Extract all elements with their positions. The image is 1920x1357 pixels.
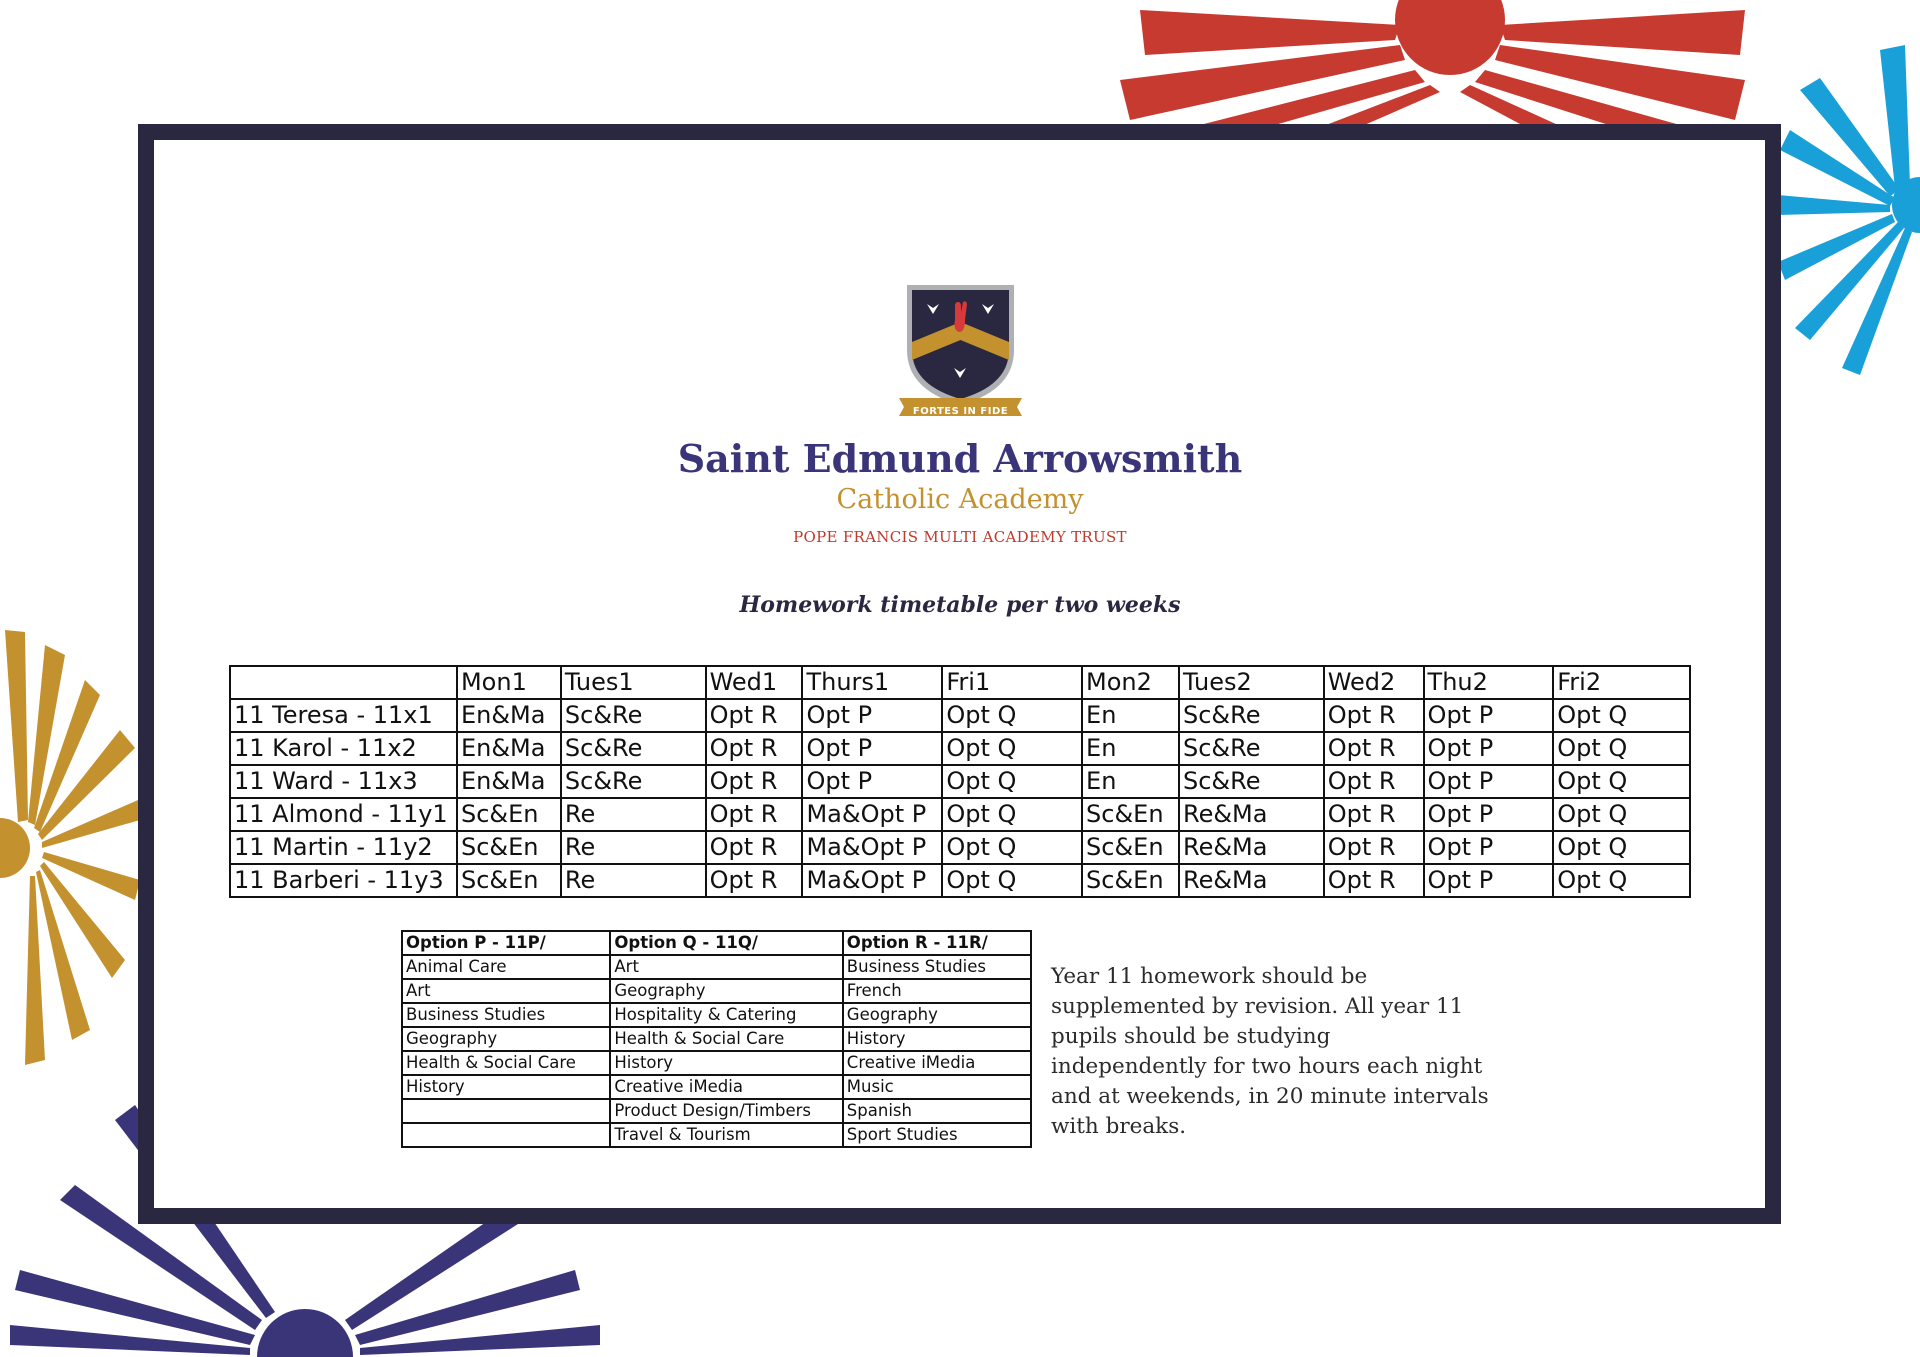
timetable-class-cell: 11 Ward - 11x3 (230, 765, 457, 798)
options-row (402, 979, 1031, 1003)
timetable-cell: Sc&Re (561, 699, 706, 732)
timetable-row (230, 798, 1690, 831)
options-header-cell: Option R - 11R/ (843, 931, 1031, 955)
timetable-cell: Opt P (802, 699, 942, 732)
timetable-cell: Opt R (1324, 864, 1424, 897)
timetable-cell: Re&Ma (1179, 864, 1324, 897)
timetable-cell: Sc&En (1082, 831, 1179, 864)
timetable-cell: En&Ma (457, 699, 561, 732)
timetable-cell: En&Ma (457, 732, 561, 765)
blue-sunburst-decoration (1770, 30, 1920, 400)
options-row (402, 1051, 1031, 1075)
timetable-class-cell: 11 Martin - 11y2 (230, 831, 457, 864)
timetable-class-cell: 11 Teresa - 11x1 (230, 699, 457, 732)
options-cell: History (402, 1075, 610, 1099)
options-cell: Business Studies (402, 1003, 610, 1027)
timetable-cell: Sc&Re (1179, 732, 1324, 765)
timetable-cell: Sc&En (457, 864, 561, 897)
options-cell (402, 1123, 610, 1147)
options-row (402, 1075, 1031, 1099)
timetable-cell: Opt R (1324, 798, 1424, 831)
crest-motto: FORTES IN FIDE (912, 406, 1009, 417)
timetable-class-cell: 11 Almond - 11y1 (230, 798, 457, 831)
timetable-cell: Opt R (706, 699, 803, 732)
timetable-cell: Sc&Re (561, 765, 706, 798)
timetable-cell: Sc&Re (1179, 765, 1324, 798)
timetable-cell: Opt R (706, 798, 803, 831)
timetable-cell: Opt R (706, 831, 803, 864)
options-cell: Creative iMedia (610, 1075, 842, 1099)
timetable-cell: Opt R (1324, 765, 1424, 798)
options-cell: Art (610, 955, 842, 979)
timetable-cell: Re (561, 831, 706, 864)
homework-timetable (229, 665, 1691, 898)
options-cell: History (843, 1027, 1031, 1051)
options-table (401, 930, 1032, 1148)
revision-note: Year 11 homework should be supplemented by revision. All year 11 pupils should be studying independently for two hours each night and at weekends, in 20 minute intervals with breaks. (1051, 964, 1489, 1139)
school-name: Saint Edmund Arrowsmith (677, 436, 1243, 481)
timetable-cell: Opt Q (1553, 699, 1690, 732)
timetable-cell: Re (561, 798, 706, 831)
options-header-cell: Option Q - 11Q/ (610, 931, 842, 955)
timetable-cell: Sc&En (457, 831, 561, 864)
timetable-cell: Opt P (1424, 831, 1554, 864)
timetable-cell: Re (561, 864, 706, 897)
options-cell: History (610, 1051, 842, 1075)
school-crest-icon (897, 280, 1024, 425)
timetable-cell: Opt Q (942, 831, 1082, 864)
timetable-cell: Opt R (1324, 732, 1424, 765)
timetable-cell: Opt R (1324, 831, 1424, 864)
timetable-cell: Opt P (802, 732, 942, 765)
timetable-header-cell: Tues1 (561, 666, 706, 699)
options-cell: Geography (402, 1027, 610, 1051)
timetable-title: Homework timetable per two weeks (739, 592, 1181, 618)
timetable-cell: En (1082, 699, 1179, 732)
timetable-cell: Opt R (706, 732, 803, 765)
timetable-class-cell: 11 Barberi - 11y3 (230, 864, 457, 897)
timetable-cell: Opt Q (942, 798, 1082, 831)
options-cell: Sport Studies (843, 1123, 1031, 1147)
timetable-header-cell: Fri1 (942, 666, 1082, 699)
options-cell: Business Studies (843, 955, 1031, 979)
options-row (402, 1099, 1031, 1123)
timetable-cell: Opt Q (942, 732, 1082, 765)
options-cell: French (843, 979, 1031, 1003)
timetable-row (230, 765, 1690, 798)
timetable-cell: En&Ma (457, 765, 561, 798)
timetable-cell: Opt Q (942, 765, 1082, 798)
timetable-cell: Opt P (1424, 732, 1554, 765)
timetable-cell: Sc&En (1082, 798, 1179, 831)
timetable-cell: Opt Q (1553, 732, 1690, 765)
timetable-cell: En (1082, 765, 1179, 798)
options-cell: Travel & Tourism (610, 1123, 842, 1147)
options-cell: Product Design/Timbers (610, 1099, 842, 1123)
options-cell: Geography (843, 1003, 1031, 1027)
timetable-cell: Opt R (1324, 699, 1424, 732)
timetable-cell: Opt P (1424, 699, 1554, 732)
timetable-row (230, 699, 1690, 732)
options-cell (402, 1099, 610, 1123)
timetable-cell: Opt R (706, 864, 803, 897)
timetable-header-cell (230, 666, 457, 699)
timetable-cell: Opt P (1424, 864, 1554, 897)
timetable-cell: Opt Q (1553, 798, 1690, 831)
timetable-cell: Opt Q (1553, 831, 1690, 864)
options-header-row (402, 931, 1031, 955)
options-row (402, 1003, 1031, 1027)
timetable-row (230, 831, 1690, 864)
school-subtitle: Catholic Academy (836, 484, 1084, 515)
timetable-cell: Opt Q (1553, 765, 1690, 798)
timetable-cell: Sc&En (1082, 864, 1179, 897)
timetable-cell: Re&Ma (1179, 831, 1324, 864)
options-cell: Art (402, 979, 610, 1003)
options-cell: Music (843, 1075, 1031, 1099)
options-header-cell: Option P - 11P/ (402, 931, 610, 955)
timetable-header-cell: Mon2 (1082, 666, 1179, 699)
timetable-cell: Opt Q (942, 699, 1082, 732)
timetable-row (230, 864, 1690, 897)
timetable-cell: Opt Q (1553, 864, 1690, 897)
timetable-cell: Sc&Re (1179, 699, 1324, 732)
timetable-header-row (230, 666, 1690, 699)
timetable-cell: Ma&Opt P (802, 864, 942, 897)
timetable-header-cell: Mon1 (457, 666, 561, 699)
timetable-cell: Sc&En (457, 798, 561, 831)
options-cell: Creative iMedia (843, 1051, 1031, 1075)
timetable-class-cell: 11 Karol - 11x2 (230, 732, 457, 765)
options-cell: Animal Care (402, 955, 610, 979)
options-cell: Health & Social Care (402, 1051, 610, 1075)
timetable-header-cell: Thu2 (1424, 666, 1554, 699)
timetable-cell: Opt P (802, 765, 942, 798)
timetable-header-cell: Fri2 (1553, 666, 1690, 699)
timetable-cell: Ma&Opt P (802, 831, 942, 864)
options-cell: Health & Social Care (610, 1027, 842, 1051)
timetable-header-cell: Thurs1 (802, 666, 942, 699)
timetable-cell: Opt P (1424, 798, 1554, 831)
timetable-cell: Sc&Re (561, 732, 706, 765)
options-row (402, 1027, 1031, 1051)
timetable-header-cell: Tues2 (1179, 666, 1324, 699)
red-sunburst-decoration (1080, 0, 1760, 140)
options-row (402, 1123, 1031, 1147)
options-cell: Geography (610, 979, 842, 1003)
timetable-header-cell: Wed2 (1324, 666, 1424, 699)
timetable-row (230, 732, 1690, 765)
gold-sunburst-decoration (0, 620, 145, 1080)
timetable-cell: Opt R (706, 765, 803, 798)
trust-name: POPE FRANCIS MULTI ACADEMY TRUST (793, 528, 1127, 546)
options-cell: Hospitality & Catering (610, 1003, 842, 1027)
timetable-header-cell: Wed1 (706, 666, 803, 699)
timetable-cell: Opt P (1424, 765, 1554, 798)
timetable-cell: Re&Ma (1179, 798, 1324, 831)
timetable-cell: En (1082, 732, 1179, 765)
timetable-cell: Ma&Opt P (802, 798, 942, 831)
timetable-cell: Opt Q (942, 864, 1082, 897)
options-cell: Spanish (843, 1099, 1031, 1123)
options-row (402, 955, 1031, 979)
